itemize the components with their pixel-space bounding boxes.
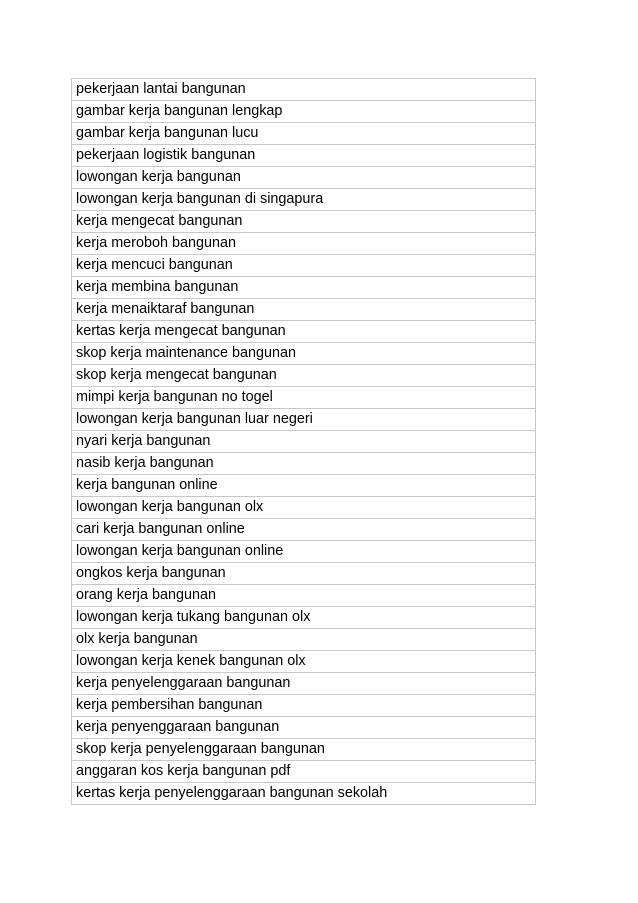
- table-row: [72, 365, 536, 387]
- table-row: [72, 497, 536, 519]
- keyword-cell: anggaran kos kerja bangunan pdf: [72, 761, 536, 783]
- keyword-cell: kerja mencuci bangunan: [72, 255, 536, 277]
- keyword-table: [71, 78, 536, 805]
- table-row: [72, 255, 536, 277]
- keyword-cell: lowongan kerja bangunan di singapura: [72, 189, 536, 211]
- table-row: [72, 673, 536, 695]
- keyword-cell: cari kerja bangunan online: [72, 519, 536, 541]
- table-row: [72, 299, 536, 321]
- keyword-cell: orang kerja bangunan: [72, 585, 536, 607]
- table-row: [72, 387, 536, 409]
- keyword-cell: kerja bangunan online: [72, 475, 536, 497]
- table-row: [72, 563, 536, 585]
- keyword-table-body: [72, 79, 536, 805]
- keyword-cell: skop kerja maintenance bangunan: [72, 343, 536, 365]
- keyword-cell: gambar kerja bangunan lengkap: [72, 101, 536, 123]
- keyword-cell: kertas kerja penyelenggaraan bangunan sekolah: [72, 783, 536, 805]
- keyword-cell: lowongan kerja bangunan olx: [72, 497, 536, 519]
- table-row: [72, 695, 536, 717]
- table-row: [72, 321, 536, 343]
- keyword-cell: lowongan kerja bangunan: [72, 167, 536, 189]
- keyword-cell: pekerjaan lantai bangunan: [72, 79, 536, 101]
- keyword-cell: lowongan kerja kenek bangunan olx: [72, 651, 536, 673]
- table-row: [72, 475, 536, 497]
- table-row: [72, 761, 536, 783]
- table-row: [72, 717, 536, 739]
- table-row: [72, 211, 536, 233]
- keyword-cell: pekerjaan logistik bangunan: [72, 145, 536, 167]
- keyword-cell: kerja membina bangunan: [72, 277, 536, 299]
- table-row: [72, 79, 536, 101]
- table-row: [72, 783, 536, 805]
- table-row: [72, 651, 536, 673]
- table-row: [72, 431, 536, 453]
- table-row: [72, 739, 536, 761]
- keyword-cell: lowongan kerja tukang bangunan olx: [72, 607, 536, 629]
- keyword-sheet: [71, 78, 536, 805]
- table-row: [72, 189, 536, 211]
- keyword-cell: ongkos kerja bangunan: [72, 563, 536, 585]
- table-row: [72, 585, 536, 607]
- table-row: [72, 123, 536, 145]
- keyword-cell: lowongan kerja bangunan luar negeri: [72, 409, 536, 431]
- keyword-cell: kertas kerja mengecat bangunan: [72, 321, 536, 343]
- table-row: [72, 167, 536, 189]
- table-row: [72, 629, 536, 651]
- keyword-cell: skop kerja mengecat bangunan: [72, 365, 536, 387]
- keyword-cell: lowongan kerja bangunan online: [72, 541, 536, 563]
- table-row: [72, 343, 536, 365]
- keyword-cell: kerja penyelenggaraan bangunan: [72, 673, 536, 695]
- keyword-cell: mimpi kerja bangunan no togel: [72, 387, 536, 409]
- table-row: [72, 607, 536, 629]
- table-row: [72, 145, 536, 167]
- keyword-cell: gambar kerja bangunan lucu: [72, 123, 536, 145]
- table-row: [72, 101, 536, 123]
- table-row: [72, 541, 536, 563]
- keyword-cell: nasib kerja bangunan: [72, 453, 536, 475]
- keyword-cell: kerja penyenggaraan bangunan: [72, 717, 536, 739]
- table-row: [72, 519, 536, 541]
- table-row: [72, 453, 536, 475]
- keyword-cell: kerja mengecat bangunan: [72, 211, 536, 233]
- table-row: [72, 233, 536, 255]
- keyword-cell: kerja menaiktaraf bangunan: [72, 299, 536, 321]
- keyword-cell: kerja pembersihan bangunan: [72, 695, 536, 717]
- keyword-cell: olx kerja bangunan: [72, 629, 536, 651]
- table-row: [72, 277, 536, 299]
- keyword-cell: nyari kerja bangunan: [72, 431, 536, 453]
- table-row: [72, 409, 536, 431]
- keyword-cell: kerja meroboh bangunan: [72, 233, 536, 255]
- keyword-cell: skop kerja penyelenggaraan bangunan: [72, 739, 536, 761]
